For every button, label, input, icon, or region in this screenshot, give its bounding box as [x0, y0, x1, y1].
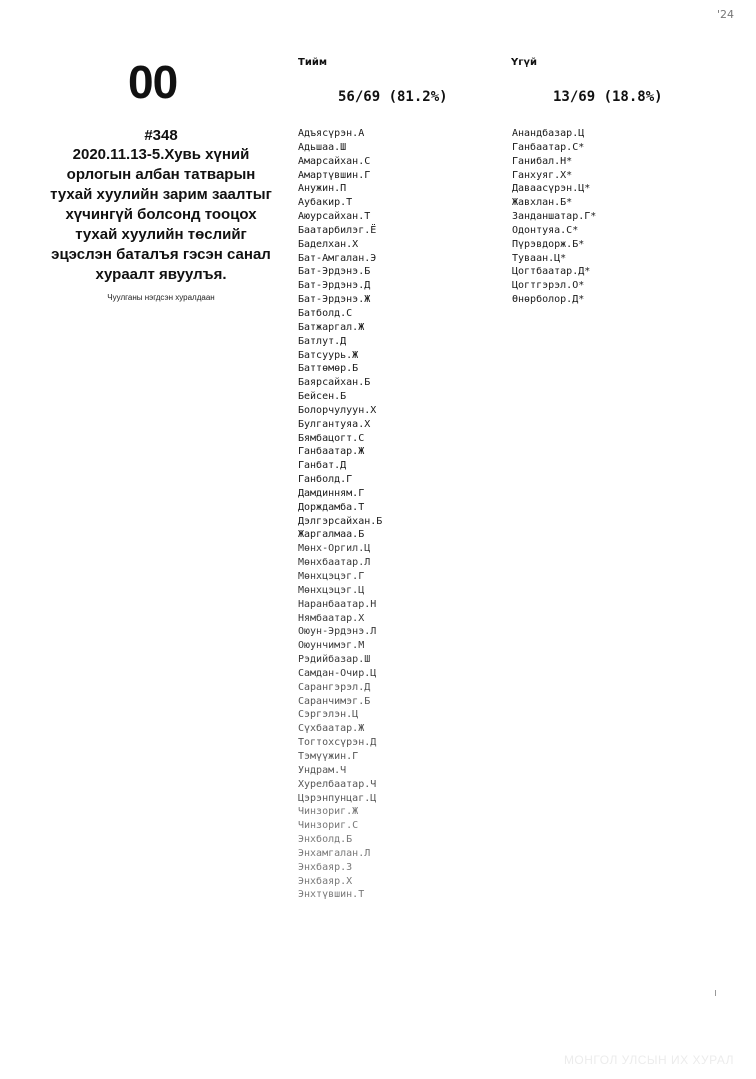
voter-name: Ганбаатар.С*: [512, 141, 585, 153]
voter-name: Батлут.Д: [298, 335, 347, 347]
voter-name: Туваан.Ц*: [512, 252, 567, 264]
yes-name-list: [298, 127, 382, 902]
voter-name: Цогтбаатар.Д*: [512, 266, 591, 278]
voter-name: Жавхлан.Б*: [512, 197, 573, 209]
voter-name: Самдан-Очир.Ц: [298, 667, 377, 679]
voter-name: Баделхан.Х: [298, 238, 359, 250]
voter-name: Анандбазар.Ц: [512, 128, 585, 139]
voter-name: Ганхуяг.Х*: [512, 169, 573, 181]
voter-name: Тогтохсүрэн.Д: [298, 737, 377, 749]
voter-name: Энхтүвшин.Т: [298, 889, 365, 901]
voter-name: Батжаргал.Ж: [298, 321, 365, 333]
voter-name: Амартүвшин.Г: [298, 169, 371, 181]
voter-name: Булгантуяа.Х: [298, 418, 371, 430]
voter-name: Амарсайхан.С: [298, 155, 371, 167]
voter-name: Дэлгэрсайхан.Б: [298, 515, 383, 527]
no-name-list: [512, 127, 596, 307]
voter-name: Мөнхцэцэг.Ц: [298, 584, 365, 596]
voter-name: Ганибал.Н*: [512, 155, 573, 167]
voter-name: Дорждамба.Т: [298, 501, 365, 513]
vote-code: 00: [128, 56, 178, 108]
voter-name: Бат-Эрдэнэ.Ж: [298, 294, 371, 306]
voter-name: Сүхбаатар.Ж: [298, 723, 365, 735]
voter-name: Батболд.С: [298, 307, 353, 319]
voter-name: Адьшаа.Ш: [298, 141, 347, 153]
voter-name: Энхбаяр.Х: [298, 875, 353, 887]
voter-name: Хурелбаатар.Ч: [298, 778, 377, 790]
voter-name: Аюурсайхан.Т: [298, 211, 371, 223]
motion-title: 2020.11.13-5.Хувь хүний орлогын албан татварын тухай хуулийн зарим заалтыг хүчингүй болсонд тооцох тухай хуулийн төслийг эцэслэн баталъя гэсэн санал хураалт явуулъя.: [50, 146, 272, 283]
voter-name: Оюун-Эрдэнэ.Л: [298, 626, 377, 638]
voter-name: Сэргэлэн.Ц: [298, 709, 359, 721]
voter-name: Наранбаатар.Н: [298, 598, 377, 610]
voter-name: Мөнх-Оргил.Ц: [298, 543, 371, 555]
yes-column-header: Тийм: [298, 57, 328, 68]
voter-name: Анужин.П: [298, 183, 347, 195]
voter-name: Дамдинням.Г: [298, 487, 365, 499]
voter-name: Цэрэнпунцаг.Ц: [298, 792, 377, 804]
voter-name: Ундрам.Ч: [298, 764, 347, 776]
voter-name: Жаргалмаа.Б: [298, 529, 365, 541]
page-number: '24: [716, 8, 734, 21]
voter-name: Энхболд.Б: [298, 834, 353, 846]
voter-name: Адъясүрэн.А: [298, 128, 365, 139]
voter-name: Цогтгэрэл.О*: [512, 280, 585, 292]
voter-name: Бат-Эрдэнэ.Д: [298, 280, 371, 292]
voter-name: Бямбацогт.С: [298, 432, 365, 444]
voter-name: Баттөмөр.Б: [298, 363, 359, 375]
motion-block: [50, 127, 272, 302]
motion-id: #348: [144, 127, 178, 144]
voter-name: Бат-Эрдэнэ.Б: [298, 266, 371, 278]
voter-name: Мөнхцэцэг.Г: [298, 571, 365, 582]
voter-name: Нямбаатар.Х: [298, 612, 365, 624]
voter-name: Пүрэвдорж.Б*: [512, 238, 585, 250]
yes-tally: 56/69 (81.2%): [338, 89, 448, 105]
voter-name: Сарангэрэл.Д: [298, 681, 371, 693]
voter-name: Бат-Амгалан.Э: [298, 252, 377, 264]
session-name: Чуулганы нэгдсэн хуралдаан: [107, 293, 215, 302]
voter-name: Өнөрболор.Д*: [512, 294, 585, 306]
voter-name: Аубакир.Т: [298, 197, 353, 209]
voter-name: Занданшатар.Г*: [512, 211, 597, 223]
voter-name: Тэмүүжин.Г: [298, 750, 359, 762]
voter-name: Ганболд.Г: [298, 474, 353, 486]
scan-mark: [715, 990, 716, 996]
voter-name: Чинзориг.С: [298, 820, 359, 832]
voter-name: Мөнхбаатар.Л: [298, 557, 371, 569]
no-column-header: Үгүй: [511, 57, 537, 68]
voter-name: Энхбаяр.З: [298, 861, 353, 873]
no-tally: 13/69 (18.8%): [553, 89, 663, 105]
voter-name: Баярсайхан.Б: [298, 377, 371, 389]
voter-name: Одонтуяа.С*: [512, 224, 579, 236]
voter-name: Рэдийбазар.Ш: [298, 654, 371, 666]
voter-name: Энхамгалан.Л: [298, 847, 371, 859]
voter-name: Саранчимэг.Б: [298, 695, 371, 707]
voter-name: Даваасүрэн.Ц*: [512, 183, 591, 195]
watermark: МОНГОЛ УЛСЫН ИХ ХУРАЛ: [563, 1053, 734, 1067]
voter-name: Болорчулуун.Х: [298, 404, 377, 416]
voter-name: Чинзориг.Ж: [298, 806, 359, 818]
voter-name: Ганбаатар.Ж: [298, 446, 365, 458]
voter-name: Бейсен.Б: [298, 391, 347, 403]
voter-name: Оюунчимэг.М: [298, 640, 365, 652]
voter-name: Батсуурь.Ж: [298, 349, 359, 361]
voter-name: Ганбат.Д: [298, 460, 347, 472]
voter-name: Баатарбилэг.Ё: [298, 224, 377, 236]
